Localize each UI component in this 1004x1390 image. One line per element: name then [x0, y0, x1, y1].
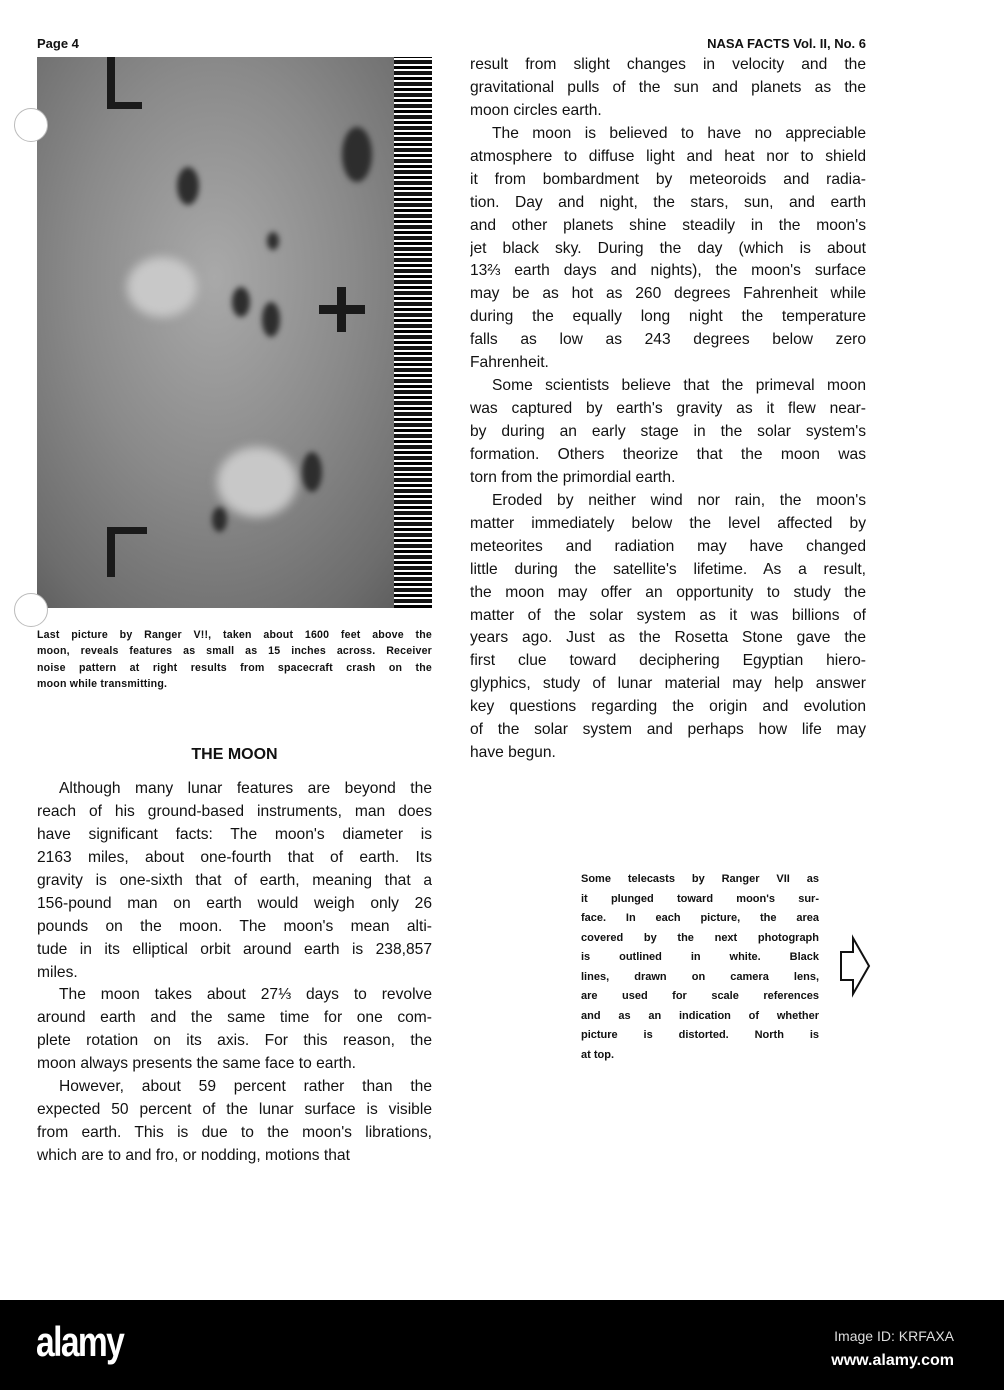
text-line: Eroded by neither wind nor rain, the moon's [492, 491, 866, 509]
caption-line: at top. [581, 1048, 614, 1061]
caption-line: are used for scale references [581, 990, 819, 1002]
left-column-text [37, 778, 432, 1168]
text-line: tion. Day and night, the stars, sun, and earth [470, 193, 866, 211]
text-line: little during the satellite's lifetime. As a result, [470, 560, 866, 578]
text-line: moon circles earth. [470, 101, 602, 119]
page-number: Page 4 [37, 36, 79, 51]
text-line: torn from the primordial earth. [470, 468, 676, 486]
caption-line: moon, reveals features as small as 15 inches across. Receiver [37, 645, 432, 658]
text-line: jet black sky. During the day (which is about [470, 239, 866, 257]
receiver-noise-strip [394, 57, 432, 608]
punch-hole [14, 593, 48, 627]
caption-line: lines, drawn on camera lens, [581, 970, 819, 983]
text-line: falls as low as 243 degrees below zero [470, 331, 866, 349]
text-line: 13⅔ earth days and nights), the moon's surface [470, 262, 866, 280]
text-line: plete rotation on its axis. For this reason, the [37, 1032, 432, 1050]
caption-line: noise pattern at right results from spacecraft crash on the [37, 661, 432, 674]
text-line: 2163 miles, about one-fourth that of earth. Its [37, 848, 432, 866]
image-id: Image ID: KRFAXA [834, 1328, 954, 1344]
text-line: matter of the solar system as it was billions of [470, 606, 866, 624]
text-line: was captured by earth's gravity as it flew near- [470, 400, 866, 418]
text-line: around earth and the same time for one com- [37, 1009, 432, 1027]
caption-line: picture is distorted. North is [581, 1029, 819, 1041]
alamy-logo: alamy [36, 1318, 124, 1365]
caption-line: Last picture by Ranger V!!, taken about 1600 feet above the [37, 629, 432, 641]
text-line: moon always presents the same face to earth. [37, 1055, 356, 1073]
moon-surface-photo [37, 57, 432, 608]
text-line: matter immediately below the level affected by [470, 514, 866, 532]
text-line: 156-pound man on earth would weigh only 26 [37, 894, 432, 912]
text-line: The moon is believed to have no appreciable [492, 124, 866, 142]
caption-line: is outlined in white. Black [581, 951, 819, 963]
publication-header: NASA FACTS Vol. II, No. 6 [707, 36, 866, 51]
text-line: The moon takes about 27⅓ days to revolve [59, 986, 432, 1004]
text-line: expected 50 percent of the lunar surface is visible [37, 1101, 432, 1119]
caption-line: face. In each picture, the area [581, 912, 819, 924]
section-title: THE MOON [191, 746, 278, 763]
text-line: the moon may offer an opportunity to study the [470, 583, 866, 601]
text-line: of the solar system and perhaps how life may [470, 721, 866, 739]
caption-line: covered by the next photograph [581, 931, 819, 944]
arrow-right-icon [833, 934, 873, 998]
text-line: and other planets shine steadily in the moon's [470, 216, 866, 234]
text-line: Some scientists believe that the primeval moon [492, 377, 866, 395]
text-line: Although many lunar features are beyond the [59, 780, 432, 797]
caption-line: it plunged toward moon's sur- [581, 892, 819, 905]
text-line: have significant facts: The moon's diameter is [37, 825, 432, 843]
text-line: miles. [37, 963, 78, 981]
text-line: result from slight changes in velocity and the [470, 56, 866, 73]
text-line: However, about 59 percent rather than the [59, 1078, 432, 1096]
text-line: it from bombardment by meteoroids and radia- [470, 170, 866, 188]
text-line: reach of his ground-based instruments, man does [37, 802, 432, 820]
text-line: meteorites and radiation may have changed [470, 537, 866, 555]
text-line: tude in its elliptical orbit around earth is 238,857 [37, 940, 432, 958]
caption-line: Some telecasts by Ranger VII as [581, 873, 819, 885]
text-line: during the equally long night the temperature [470, 308, 866, 326]
text-line: may be as hot as 260 degrees Fahrenheit while [470, 285, 866, 303]
text-line: atmosphere to diffuse light and heat nor to shield [470, 147, 866, 165]
text-line: key questions regarding the origin and evolution [470, 698, 866, 716]
text-line: first clue toward deciphering Egyptian hiero- [470, 652, 866, 670]
text-line: have begun. [470, 744, 556, 762]
text-line: Fahrenheit. [470, 354, 549, 372]
text-line: from earth. This is due to the moon's librations, [37, 1124, 432, 1142]
text-line: glyphics, study of lunar material may help answer [470, 675, 866, 693]
punch-hole [14, 108, 48, 142]
caption-line: and as an indication of whether [581, 1009, 819, 1022]
text-line: which are to and fro, or nodding, motions that [37, 1147, 350, 1164]
caption-line: moon while transmitting. [37, 678, 168, 691]
text-line: formation. Others theorize that the moon was [470, 445, 866, 463]
telecast-caption [581, 870, 819, 1065]
right-column-text [470, 54, 866, 765]
watermark-banner [0, 1300, 1004, 1390]
site-url: www.alamy.com [831, 1352, 954, 1369]
text-line: years ago. Just as the Rosetta Stone gave the [470, 629, 866, 647]
text-line: gravity is one-sixth that of earth, meaning that a [37, 871, 432, 889]
text-line: by during an early stage in the solar system's [470, 423, 866, 440]
text-line: gravitational pulls of the sun and planets as the [470, 78, 866, 96]
photo-caption [37, 627, 432, 693]
text-line: pounds on the moon. The moon's mean alti- [37, 917, 432, 935]
